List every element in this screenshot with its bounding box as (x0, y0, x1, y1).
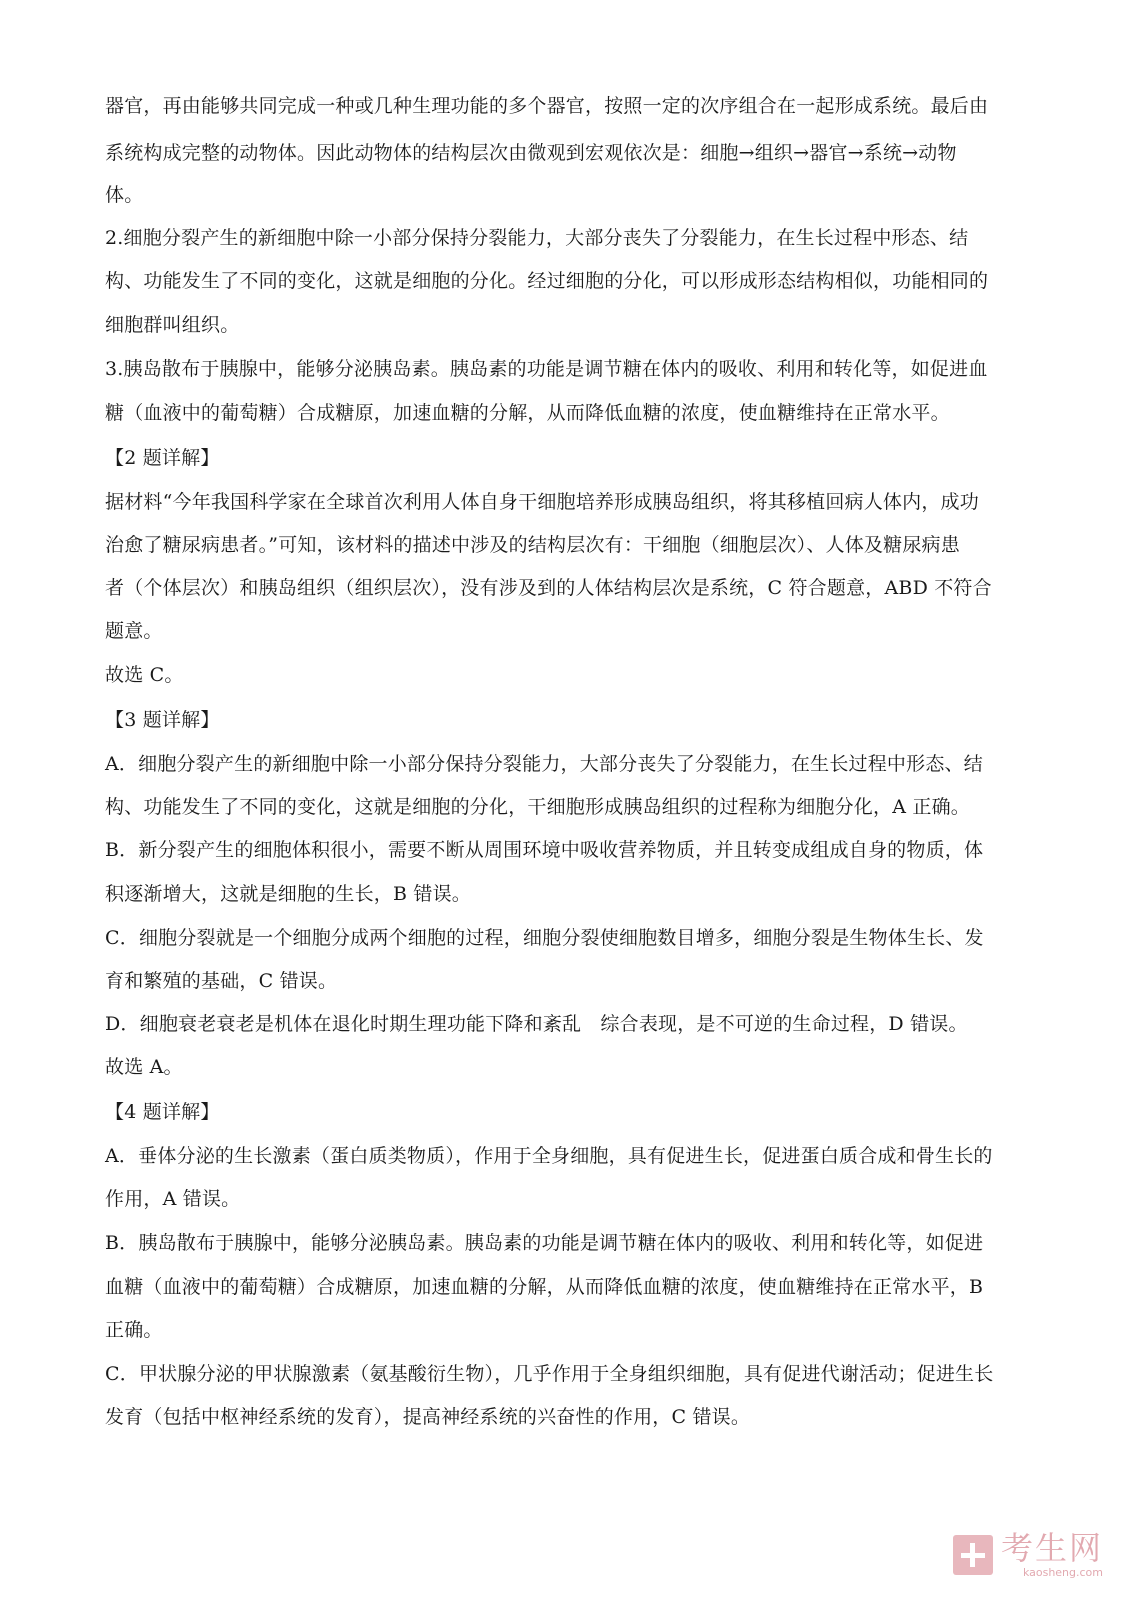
watermark-logo-icon (953, 1535, 993, 1575)
option-a-line: A．细胞分裂产生的新细胞中除一小部分保持分裂能力，大部分丧失了分裂能力，在生长过程中形态、结 (105, 753, 983, 775)
text-line: 发育（包括中枢神经系统的发育），提高神经系统的兴奋性的作用，C 错误。 (105, 1406, 751, 1428)
answer-line: 故选 A。 (105, 1056, 183, 1078)
text-line: 糖（血液中的葡萄糖）合成糖原，加速血糖的分解，从而降低血糖的浓度，使血糖维持在正常水平。 (105, 402, 950, 424)
answer-line: 故选 C。 (105, 664, 184, 686)
text-line: 育和繁殖的基础，C 错误。 (105, 970, 338, 992)
option-b-line: B．新分裂产生的细胞体积很小，需要不断从周围环境中吸收营养物质，并且转变成组成自身的物质，体 (105, 839, 984, 861)
section-heading-q4: 【4 题详解】 (105, 1101, 220, 1123)
text-line: 作用，A 错误。 (105, 1188, 241, 1210)
text-line: 器官，再由能够共同完成一种或几种生理功能的多个器官，按照一定的次序组合在一起形成系统。最后由 (105, 95, 989, 117)
text-line: 治愈了糖尿病患者。”可知，该材料的描述中涉及的结构层次有：干细胞（细胞层次）、人体及糖尿病患 (105, 534, 960, 556)
text-line: 构、功能发生了不同的变化，这就是细胞的分化。经过细胞的分化，可以形成形态结构相似，功能相同的 (105, 270, 989, 292)
text-line: 细胞群叫组织。 (105, 314, 240, 336)
option-c-line: C．细胞分裂就是一个细胞分成两个细胞的过程，细胞分裂使细胞数目增多，细胞分裂是生物体生长、发 (105, 927, 984, 949)
text-line: 体。 (105, 184, 144, 206)
option-d-line: D．细胞衰老衰老是机体在退化时期生理功能下降和紊乱 综合表现，是不可逆的生命过程，D 错误。 (105, 1013, 968, 1035)
option-b-line: B．胰岛散布于胰腺中，能够分泌胰岛素。胰岛素的功能是调节糖在体内的吸收、利用和转化等，如促进 (105, 1232, 984, 1254)
text-line: 血糖（血液中的葡萄糖）合成糖原，加速血糖的分解，从而降低血糖的浓度，使血糖维持在正常水平，B (105, 1276, 984, 1298)
text-line: 3.胰岛散布于胰腺中，能够分泌胰岛素。胰岛素的功能是调节糖在体内的吸收、利用和转化等，如促进血 (105, 358, 988, 380)
text-line: 据材料“今年我国科学家在全球首次利用人体自身干细胞培养形成胰岛组织，将其移植回病人体内，成功 (105, 491, 979, 513)
section-heading-q3: 【3 题详解】 (105, 709, 220, 731)
text-line: 正确。 (105, 1319, 163, 1341)
watermark-url: kaosheng.com (1022, 1566, 1103, 1579)
text-line: 系统构成完整的动物体。因此动物体的结构层次由微观到宏观依次是：细胞→组织→器官→系统→动物 (105, 142, 957, 164)
watermark (953, 1529, 1103, 1579)
option-c-line: C．甲状腺分泌的甲状腺激素（氨基酸衍生物），几乎作用于全身组织细胞，具有促进代谢活动；促进生长 (105, 1363, 994, 1385)
option-a-line: A．垂体分泌的生长激素（蛋白质类物质），作用于全身细胞，具有促进生长，促进蛋白质合成和骨生长的 (105, 1145, 993, 1167)
text-line: 构、功能发生了不同的变化，这就是细胞的分化，干细胞形成胰岛组织的过程称为细胞分化，A 正确。 (105, 796, 970, 818)
text-line: 者（个体层次）和胰岛组织（组织层次），没有涉及到的人体结构层次是系统，C 符合题意，ABD 不符合 (105, 577, 992, 599)
watermark-title: 考生网 (1000, 1529, 1103, 1567)
text-line: 题意。 (105, 620, 163, 642)
text-line: 积逐渐增大，这就是细胞的生长，B 错误。 (105, 883, 472, 905)
text-line: 2.细胞分裂产生的新细胞中除一小部分保持分裂能力，大部分丧失了分裂能力，在生长过程中形态、结 (105, 227, 969, 249)
section-heading-q2: 【2 题详解】 (105, 447, 220, 469)
